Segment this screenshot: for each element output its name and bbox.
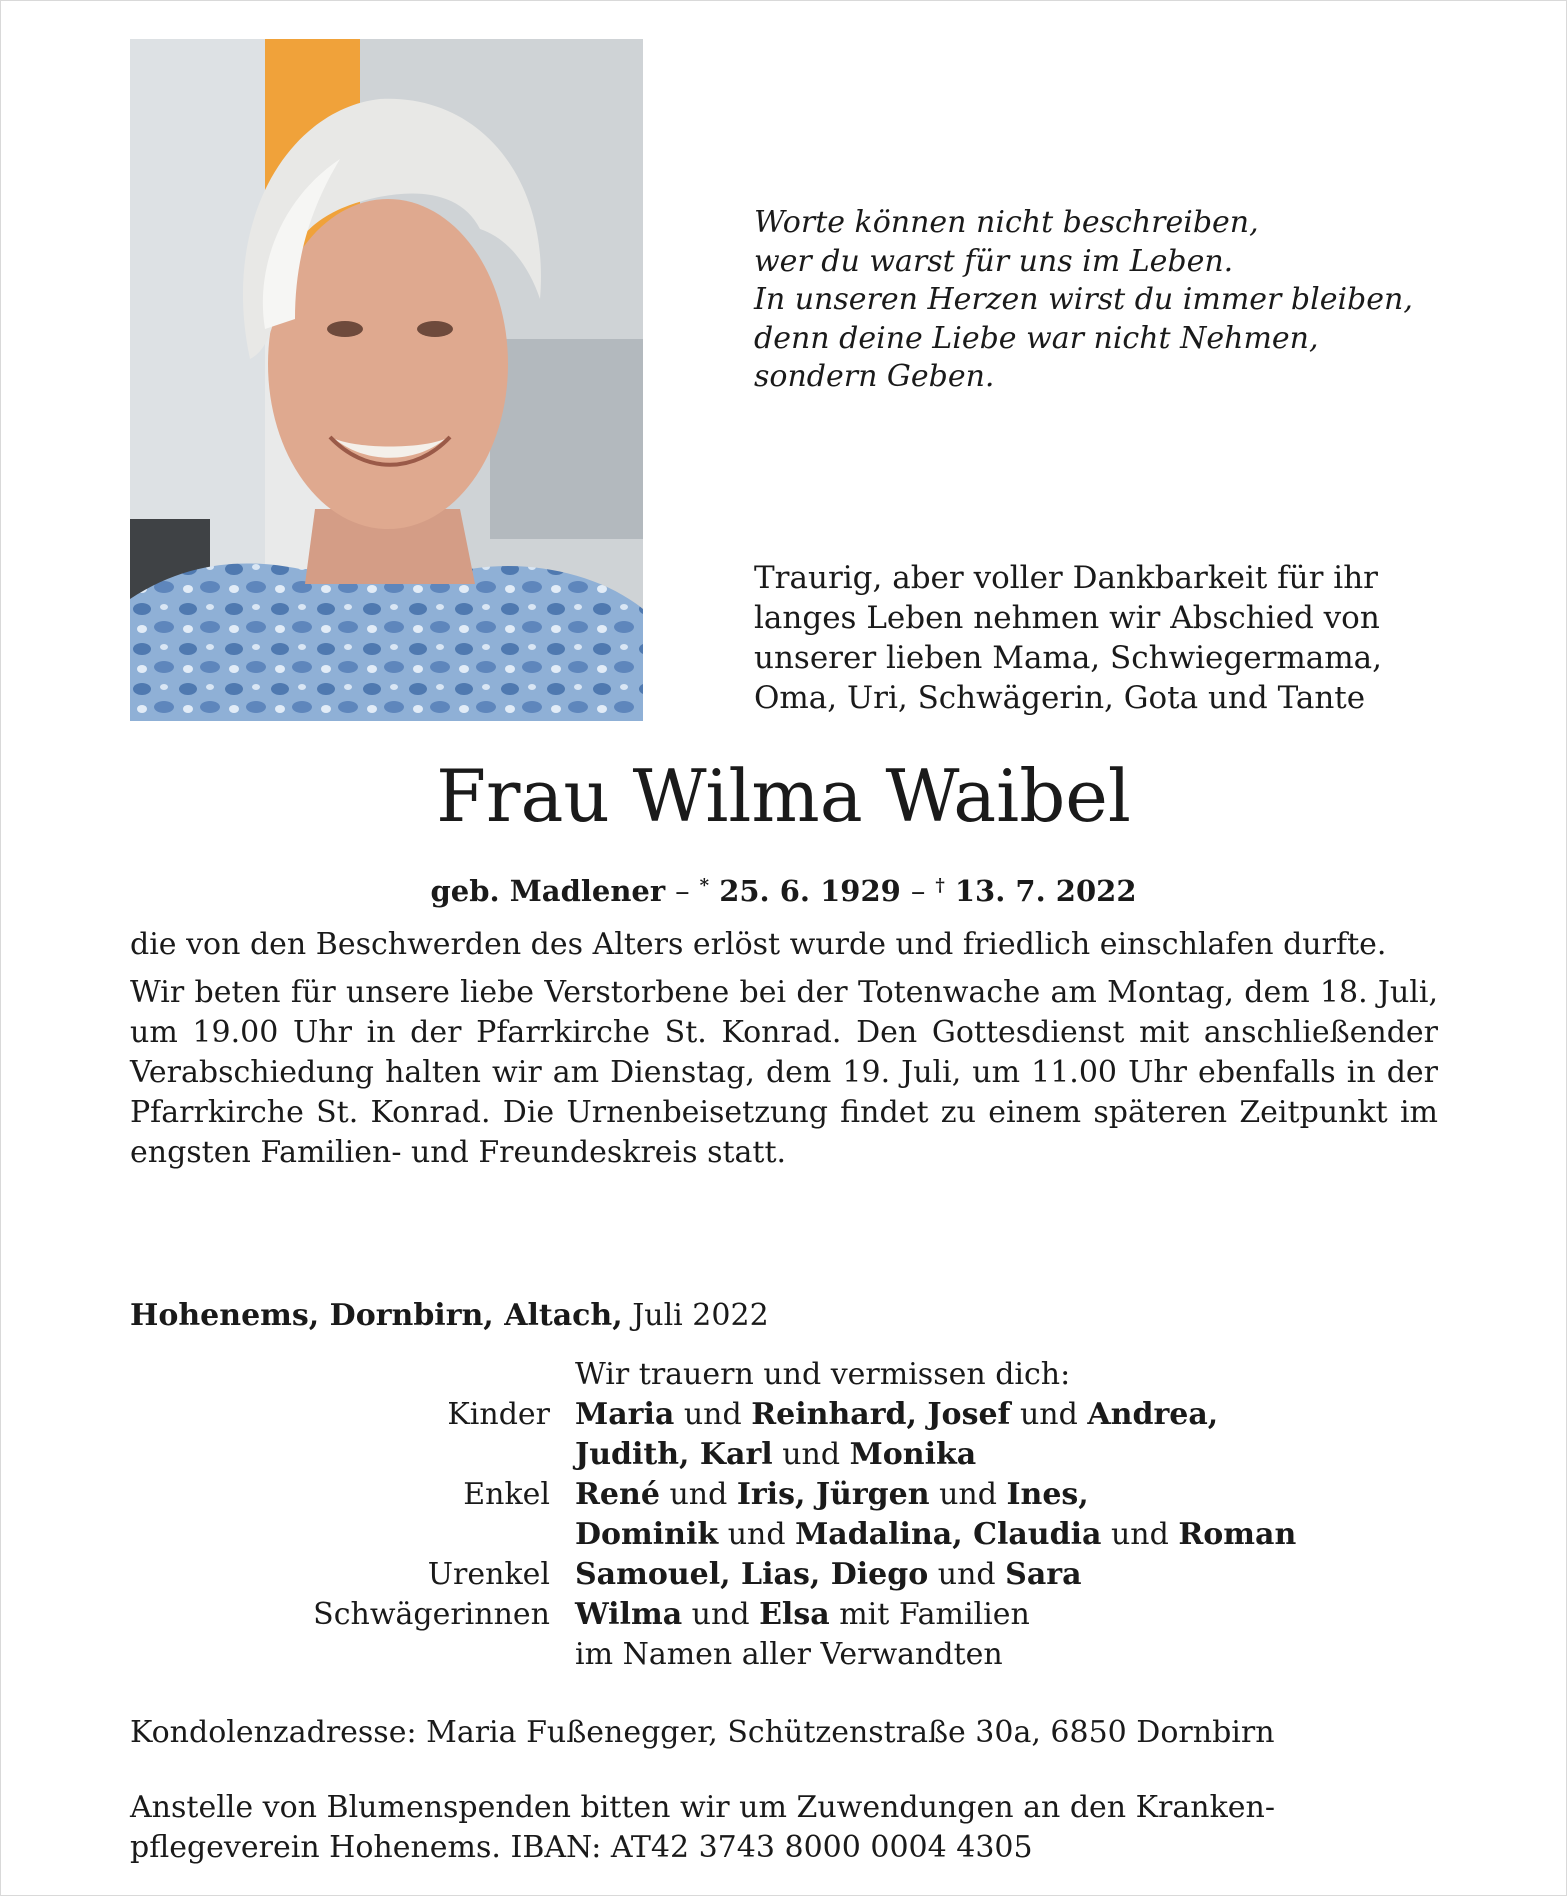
- poem-line: wer du warst für uns im Leben.: [754, 243, 1234, 279]
- portrait-photo: [130, 39, 643, 721]
- donation-note: [130, 1788, 1438, 1868]
- poem-line: sondern Geben.: [754, 359, 995, 394]
- body-paragraph: die von den Beschwerden des Alters erlöst wurde und friedlich einschlafen durfte.: [130, 927, 1387, 962]
- obituary-body: [130, 925, 1438, 1181]
- intro-line: langes Leben nehmen wir Abschied von: [754, 600, 1380, 636]
- urenkel-label: Urenkel: [427, 1557, 550, 1592]
- schwaegerinnen-names: Wilma und Elsa mit Familien: [575, 1597, 1030, 1632]
- enkel-names: René und Iris, Jürgen und Ines,: [575, 1477, 1089, 1512]
- death-date: 13. 7. 2022: [954, 874, 1137, 908]
- kinder-names: Maria und Reinhard, Josef und Andrea,: [575, 1397, 1219, 1432]
- body-paragraph: Wir beten für unsere liebe Verstorbene bei der Totenwache am Montag, dem 18. Juli, um 19.00 Uhr in der Pfarrkirche St. Konrad. Den Gottesdienst mit anschließender Verabschiedung halten wir am Dienstag, dem 19. Juli, um 11.00 Uhr ebenfalls in der Pfarrkirche St. Konrad. Die Urnenbeisetzung findet zu einem späteren Zeitpunkt im engsten Familien- und Freundeskreis statt.: [130, 975, 1438, 1170]
- birth-death-line: [0, 866, 1567, 911]
- kinder-names: Judith, Karl und Monika: [575, 1437, 977, 1472]
- poem-line: denn deine Liebe war nicht Nehmen,: [754, 320, 1319, 356]
- poem: [754, 204, 1514, 397]
- died-symbol: †: [935, 875, 945, 896]
- intro-line: unserer lieben Mama, Schwiegermama,: [754, 640, 1382, 676]
- towns: Hohenems, Dornbirn, Altach,: [130, 1298, 623, 1333]
- intro-text: [754, 558, 1514, 718]
- month-year: Juli 2022: [632, 1298, 769, 1333]
- schwaegerinnen-label: Schwägerinnen: [313, 1597, 550, 1632]
- poem-line: In unseren Herzen wirst du immer bleiben,: [754, 282, 1413, 317]
- intro-line: Oma, Uri, Schwägerin, Gota und Tante: [754, 680, 1366, 716]
- mourners-heading: Wir trauern und vermissen dich:: [575, 1357, 1071, 1392]
- born-symbol: *: [699, 875, 710, 896]
- poem-line: Worte können nicht beschreiben,: [754, 205, 1259, 240]
- separator: –: [910, 874, 926, 908]
- maiden-name: geb. Madlener: [430, 874, 666, 908]
- birth-date: 25. 6. 1929: [719, 874, 901, 908]
- donation-line: pflegeverein Hohenems. IBAN: AT42 3743 8000 0004 4305: [130, 1830, 1033, 1865]
- kinder-label: Kinder: [447, 1397, 550, 1432]
- separator: –: [675, 874, 690, 908]
- place-date-line: [130, 1296, 1438, 1336]
- donation-line: Anstelle von Blumenspenden bitten wir um Zuwendungen an den Kranken-: [130, 1790, 1275, 1825]
- enkel-label: Enkel: [463, 1477, 550, 1512]
- mourners-closing: im Namen aller Verwandten: [575, 1637, 1003, 1672]
- condolence-address: Kondolenzadresse: Maria Fußenegger, Schützenstraße 30a, 6850 Dornbirn: [130, 1715, 1275, 1750]
- deceased-name: Frau Wilma Waibel: [436, 754, 1131, 838]
- intro-line: Traurig, aber voller Dankbarkeit für ihr: [754, 560, 1378, 596]
- mourners-list: [130, 1355, 1450, 1675]
- urenkel-names: Samouel, Lias, Diego und Sara: [575, 1557, 1082, 1592]
- enkel-names: Dominik und Madalina, Claudia und Roman: [575, 1517, 1297, 1552]
